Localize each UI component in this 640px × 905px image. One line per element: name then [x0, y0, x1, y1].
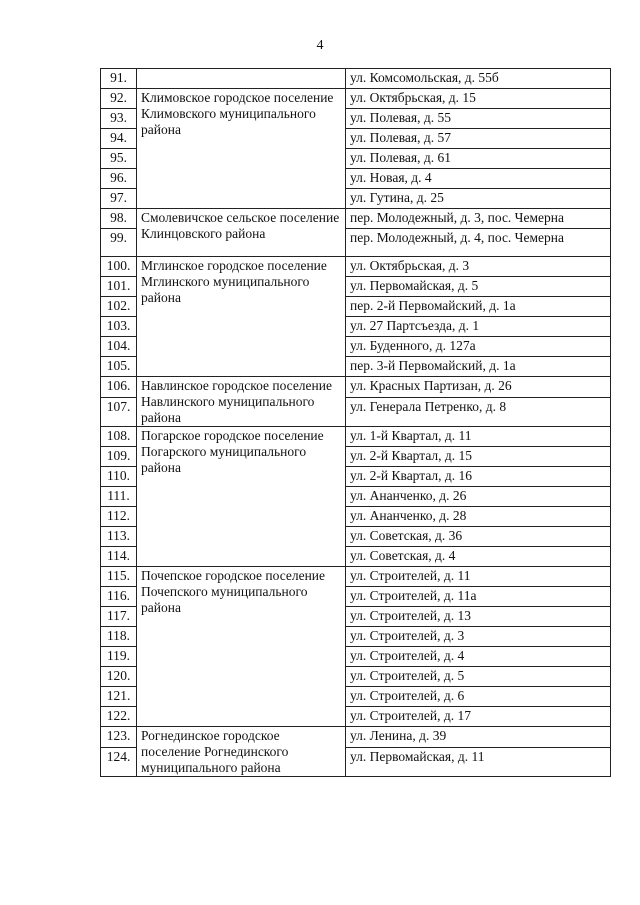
- settlement-name: [137, 69, 346, 89]
- row-number: 107.: [101, 397, 137, 426]
- row-number: 123.: [101, 727, 137, 748]
- row-number: 121.: [101, 687, 137, 707]
- table-row: [101, 69, 611, 89]
- address-cell: ул. 2-й Квартал, д. 15: [346, 447, 611, 467]
- row-number: 106.: [101, 377, 137, 398]
- row-number: 124.: [101, 747, 137, 776]
- address-cell: ул. Строителей, д. 11: [346, 567, 611, 587]
- row-number: 122.: [101, 707, 137, 727]
- address-cell: ул. Строителей, д. 5: [346, 667, 611, 687]
- row-number: 94.: [101, 129, 137, 149]
- row-number: 117.: [101, 607, 137, 627]
- table-row: [101, 209, 611, 229]
- table-row: [101, 89, 611, 109]
- row-number: 116.: [101, 587, 137, 607]
- address-cell: ул. 27 Партсъезда, д. 1: [346, 317, 611, 337]
- settlement-name: Навлинское городское поселение Навлинского муниципального района: [137, 377, 346, 427]
- address-cell: ул. Красных Партизан, д. 26: [346, 377, 611, 398]
- address-cell: ул. Октябрьская, д. 3: [346, 257, 611, 277]
- row-number: 101.: [101, 277, 137, 297]
- address-cell: ул. Строителей, д. 3: [346, 627, 611, 647]
- row-number: 108.: [101, 427, 137, 447]
- address-cell: ул. Полевая, д. 61: [346, 149, 611, 169]
- row-number: 93.: [101, 109, 137, 129]
- table-row: [101, 257, 611, 277]
- housing-address-table: [100, 68, 611, 777]
- row-number: 113.: [101, 527, 137, 547]
- address-cell: ул. Советская, д. 4: [346, 547, 611, 567]
- address-cell: ул. Строителей, д. 13: [346, 607, 611, 627]
- address-cell: ул. Советская, д. 36: [346, 527, 611, 547]
- settlement-name: Рогнединское городское поселение Рогнединского муниципального района: [137, 727, 346, 777]
- address-cell: ул. Комсомольская, д. 55б: [346, 69, 611, 89]
- row-number: 98.: [101, 209, 137, 229]
- address-cell: пер. 3-й Первомайский, д. 1а: [346, 357, 611, 377]
- address-cell: ул. Буденного, д. 127а: [346, 337, 611, 357]
- address-cell: ул. Первомайская, д. 5: [346, 277, 611, 297]
- row-number: 97.: [101, 189, 137, 209]
- row-number: 96.: [101, 169, 137, 189]
- settlement-name: Климовское городское поселение Климовского муниципального района: [137, 89, 346, 209]
- row-number: 114.: [101, 547, 137, 567]
- table-row: [101, 377, 611, 398]
- address-cell: ул. 2-й Квартал, д. 16: [346, 467, 611, 487]
- address-cell: ул. Строителей, д. 6: [346, 687, 611, 707]
- address-cell: ул. Гутина, д. 25: [346, 189, 611, 209]
- row-number: 95.: [101, 149, 137, 169]
- row-number: 115.: [101, 567, 137, 587]
- row-number: 104.: [101, 337, 137, 357]
- row-number: 119.: [101, 647, 137, 667]
- row-number: 112.: [101, 507, 137, 527]
- row-number: 91.: [101, 69, 137, 89]
- address-cell: ул. Строителей, д. 11а: [346, 587, 611, 607]
- row-number: 100.: [101, 257, 137, 277]
- table-row: [101, 427, 611, 447]
- row-number: 99.: [101, 229, 137, 257]
- row-number: 92.: [101, 89, 137, 109]
- row-number: 111.: [101, 487, 137, 507]
- row-number: 102.: [101, 297, 137, 317]
- address-cell: пер. Молодежный, д. 4, пос. Чемерна: [346, 229, 611, 257]
- settlement-name: Мглинское городское поселение Мглинского муниципального района: [137, 257, 346, 377]
- address-cell: ул. Октябрьская, д. 15: [346, 89, 611, 109]
- row-number: 109.: [101, 447, 137, 467]
- address-cell: ул. Строителей, д. 4: [346, 647, 611, 667]
- address-cell: пер. Молодежный, д. 3, пос. Чемерна: [346, 209, 611, 229]
- settlement-name: Смолевичское сельское поселение Клинцовского района: [137, 209, 346, 257]
- address-cell: ул. Первомайская, д. 11: [346, 747, 611, 776]
- address-cell: ул. Генерала Петренко, д. 8: [346, 397, 611, 426]
- row-number: 110.: [101, 467, 137, 487]
- address-cell: ул. Ленина, д. 39: [346, 727, 611, 748]
- address-cell: ул. Новая, д. 4: [346, 169, 611, 189]
- page-number: 4: [316, 38, 324, 53]
- row-number: 103.: [101, 317, 137, 337]
- settlement-name: Почепское городское поселение Почепского муниципального района: [137, 567, 346, 727]
- address-cell: ул. Ананченко, д. 26: [346, 487, 611, 507]
- row-number: 105.: [101, 357, 137, 377]
- address-cell: пер. 2-й Первомайский, д. 1а: [346, 297, 611, 317]
- address-cell: ул. Ананченко, д. 28: [346, 507, 611, 527]
- address-cell: ул. 1-й Квартал, д. 11: [346, 427, 611, 447]
- row-number: 118.: [101, 627, 137, 647]
- settlement-name: Погарское городское поселение Погарского муниципального района: [137, 427, 346, 567]
- address-cell: ул. Полевая, д. 55: [346, 109, 611, 129]
- table-row: [101, 567, 611, 587]
- address-cell: ул. Строителей, д. 17: [346, 707, 611, 727]
- table-body: [101, 69, 611, 777]
- address-cell: ул. Полевая, д. 57: [346, 129, 611, 149]
- table-row: [101, 727, 611, 748]
- row-number: 120.: [101, 667, 137, 687]
